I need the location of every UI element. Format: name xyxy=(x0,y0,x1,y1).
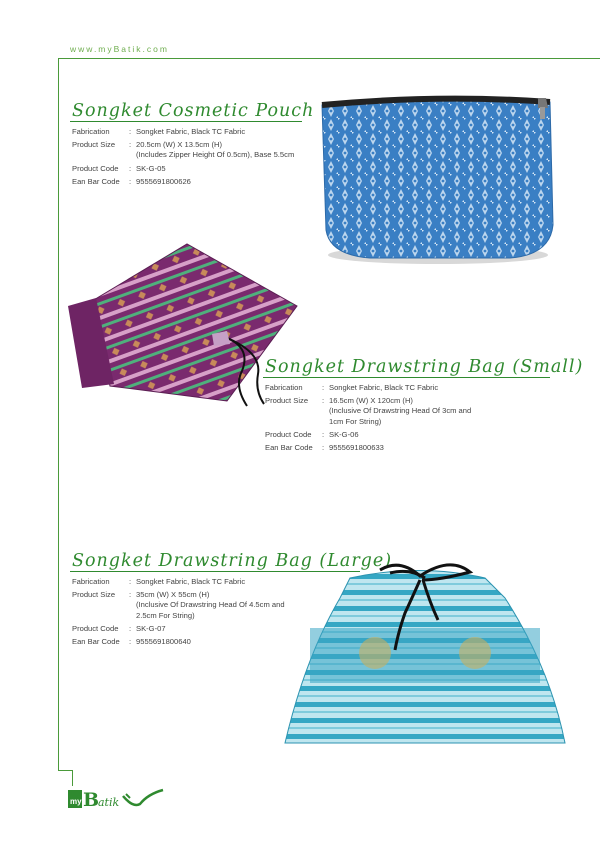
fabrication-label: Fabrication xyxy=(265,383,303,392)
fabrication-value: Songket Fabric, Black TC Fabric xyxy=(136,577,246,586)
size-value: 35cm (W) X 55cm (H) (Inclusive Of Drawstring Head Of 4.5cm and 2.5cm For String) xyxy=(136,590,285,620)
code-value: SK-G-07 xyxy=(136,623,166,633)
product-specs-drawstring-large: Fabrication : Songket Fabric, Black TC Fabric Product Size : 35cm (W) X 55cm (H) (Inclusive Of Drawstring Head Of 4.5cm and 2.5cm For String) Product Code : SK-G-07 Ean Bar Code : 9555691800640 xyxy=(72,577,285,647)
size-value: 16.5cm (W) X 120cm (H) (Inclusive Of Drawstring Head Of 3cm and 1cm For String) xyxy=(329,396,472,426)
product-title-drawstring-large: Songket Drawstring Bag (Large) xyxy=(72,551,393,571)
size-label: Product Size xyxy=(265,396,309,406)
product-specs-drawstring-small: Fabrication : Songket Fabric, Black TC Fabric Product Size : 16.5cm (W) X 120cm (H) (Inclusive Of Drawstring Head Of 3cm and 1cm For String) Product Code : SK-G-06 Ean Bar Code : 9555691800633 xyxy=(265,383,472,453)
ean-value: 9555691800626 xyxy=(136,176,191,186)
product-title-drawstring-small: Songket Drawstring Bag (Small) xyxy=(265,357,584,377)
code-value: SK-G-06 xyxy=(329,429,359,439)
drawstring-bag-large-image xyxy=(280,558,570,758)
fabrication-label: Fabrication xyxy=(72,577,110,586)
svg-text:my: my xyxy=(70,797,82,806)
svg-text:atik: atik xyxy=(98,796,120,809)
title-underline xyxy=(263,377,550,378)
site-url[interactable]: www.myBatik.com xyxy=(70,44,169,54)
frame-bottom-line xyxy=(58,770,72,771)
svg-text:B: B xyxy=(83,789,100,811)
cosmetic-pouch-image xyxy=(310,90,565,270)
ean-label: Ean Bar Code xyxy=(265,443,313,453)
size-label: Product Size xyxy=(72,140,116,150)
ean-value: 9555691800633 xyxy=(329,443,384,453)
product-title-cosmetic-pouch: Songket Cosmetic Pouch xyxy=(72,101,315,121)
title-underline xyxy=(70,121,302,122)
fabrication-value: Songket Fabric, Black TC Fabric xyxy=(329,383,439,392)
code-label: Product Code xyxy=(72,623,119,633)
frame-top-line xyxy=(58,58,600,59)
code-value: SK-G-05 xyxy=(136,163,166,173)
code-label: Product Code xyxy=(72,163,119,173)
ean-label: Ean Bar Code xyxy=(72,637,120,647)
ean-value: 9555691800640 xyxy=(136,637,191,647)
frame-left-short xyxy=(72,770,73,786)
mybatik-logo xyxy=(68,786,168,812)
fabrication-label: Fabrication xyxy=(72,127,110,136)
fabrication-value: Songket Fabric, Black TC Fabric xyxy=(136,127,246,136)
size-value: 20.5cm (W) X 13.5cm (H) (Includes Zipper Height Of 0.5cm), Base 5.5cm xyxy=(136,140,295,160)
frame-left-line xyxy=(58,58,59,770)
ean-label: Ean Bar Code xyxy=(72,176,120,186)
product-specs-cosmetic-pouch: Fabrication : Songket Fabric, Black TC Fabric Product Size : 20.5cm (W) X 13.5cm (H) (Includes Zipper Height Of 0.5cm), Base 5.5cm Product Code : SK-G-05 Ean Bar Code : 9555691800626 xyxy=(72,127,295,186)
size-label: Product Size xyxy=(72,590,116,600)
code-label: Product Code xyxy=(265,429,312,439)
